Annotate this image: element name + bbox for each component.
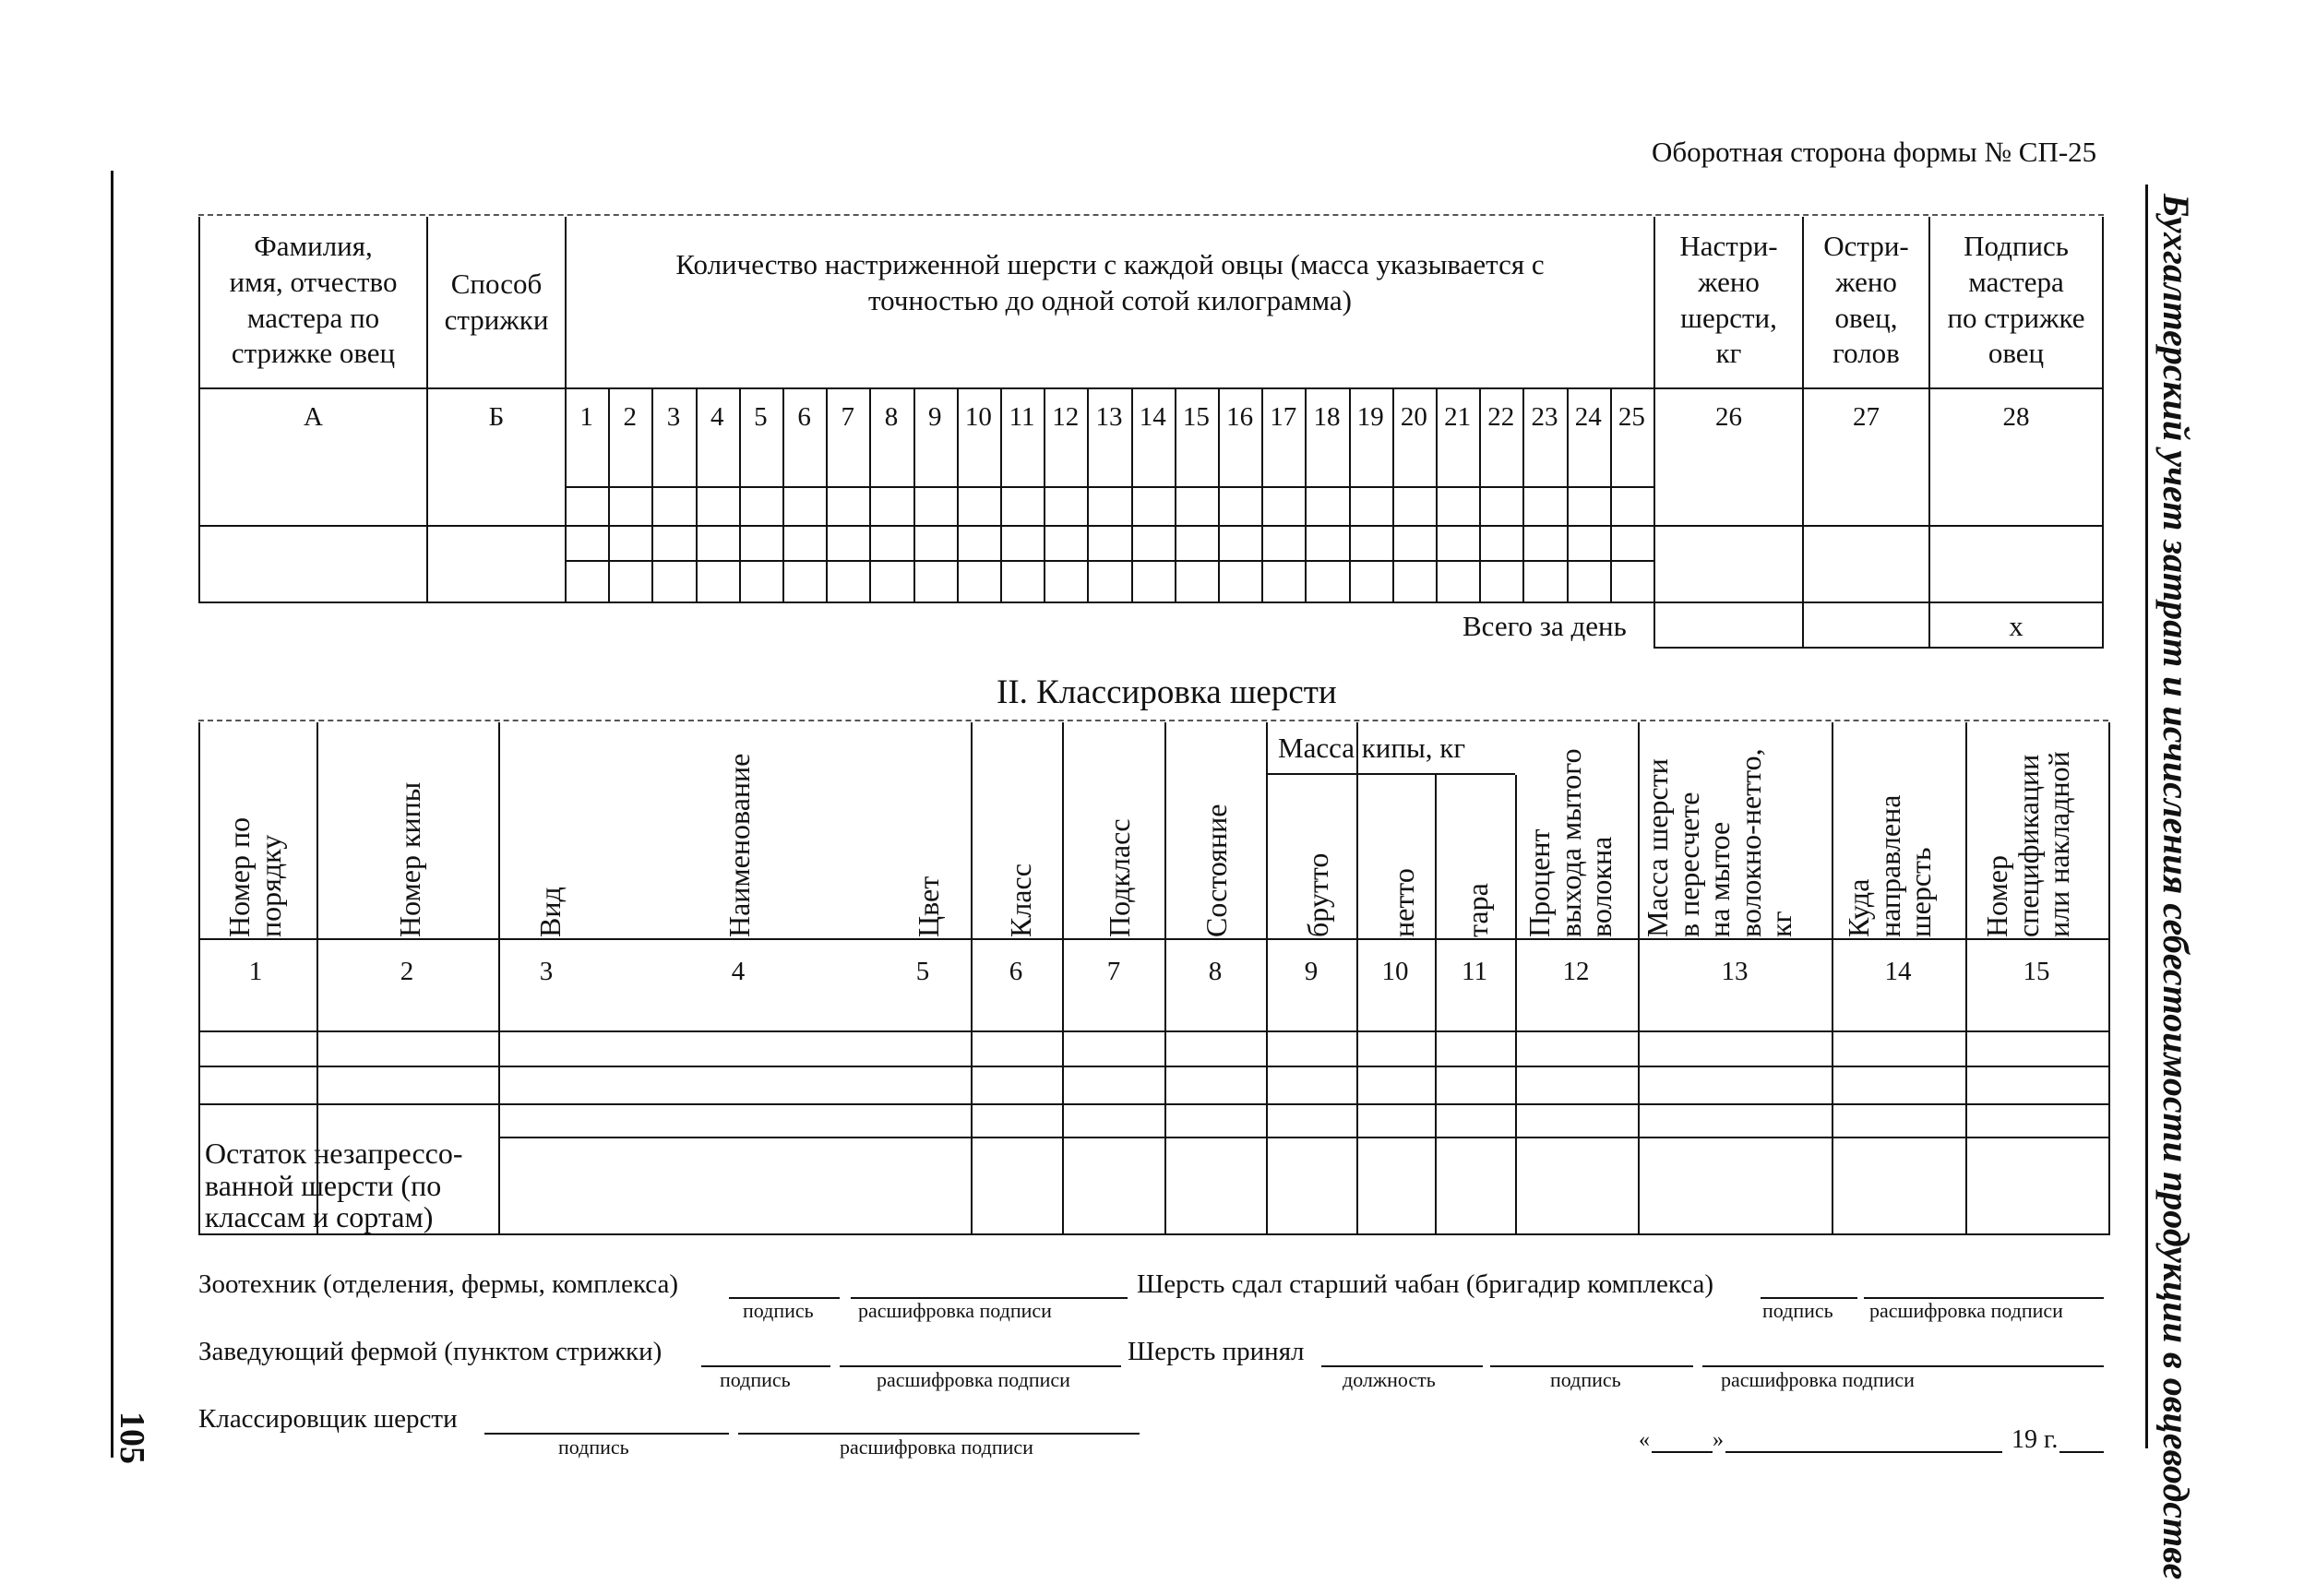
day-col-16: 16 [1226,402,1254,432]
t2-col-number-9: 9 [1304,957,1319,986]
shepherd-sub-decoding: расшифровка подписи [1869,1299,2063,1322]
day-col-5: 5 [754,402,768,432]
t2-col-line [1062,722,1064,1235]
shepherd-sub-signature: подпись [1762,1299,1833,1322]
accepted-sub-signature: подпись [1550,1368,1621,1391]
t2-col-number-11: 11 [1462,957,1487,986]
t2-col-line [1435,775,1437,1235]
remainder-label: Остаток незапрессо- ванной шерсти (по классам и сортам) [205,1137,463,1234]
day-col-line [1261,389,1263,602]
t2-col-number-4: 4 [731,957,746,986]
t2-row-line-4 [498,1137,2108,1138]
t2-col-line [1164,722,1166,1235]
t2-col-number-3: 3 [539,957,554,986]
t2-col-number-2: 2 [400,957,414,986]
day-col-22: 22 [1487,402,1515,432]
hdr-mass-group: Масса кипы, кг [1278,732,1466,764]
accepted-decoding-line[interactable] [1702,1365,2104,1367]
t1-right-border [2102,217,2104,649]
hdr-c13: Масса шерсти в пересчете на мытое волокно-нетто, кг [1641,748,1798,937]
t2-col-number-15: 15 [2023,957,2050,986]
day-col-9: 9 [927,402,942,432]
day-col-23: 23 [1531,402,1558,432]
day-col-line [869,389,871,602]
code-28: 28 [2002,402,2030,432]
day-col-4: 4 [710,402,724,432]
day-col-14: 14 [1139,402,1166,432]
code-b: Б [488,402,505,432]
day-col-25: 25 [1618,402,1645,432]
t2-col-number-8: 8 [1208,957,1223,986]
farm-head-signature-line[interactable] [701,1365,830,1367]
day-col-21: 21 [1444,402,1472,432]
day-col-line [1218,389,1220,602]
day-col-7: 7 [841,402,855,432]
day-col-8: 8 [884,402,899,432]
hdr-c6: Класс [1004,864,1037,937]
day-col-line [696,389,698,602]
t1-total-bottom [1653,647,2104,649]
day-col-line [1044,389,1045,602]
code-27: 27 [1853,402,1880,432]
day-col-10: 10 [964,402,992,432]
classifier-sub-decoding: расшифровка подписи [840,1435,1033,1459]
t2-mass-underline [1266,773,1515,775]
day-col-15: 15 [1182,402,1210,432]
day-col-line [1000,389,1002,602]
t1-row-line-4 [198,601,2104,603]
date-quote-open: « [1639,1428,1650,1452]
quantity-header: Количество настриженной шерсти с каждой овцы (масса указывается с точностью до одной сотой килограмма) [675,248,1545,316]
zootech-label: Зоотехник (отделения, фермы, комплекса) [198,1269,679,1299]
day-col-line [1087,389,1089,602]
t2-col-line [1266,722,1268,1235]
right-margin-rule [2145,185,2148,1448]
hdr-c11: тара [1461,883,1494,937]
hdr-c10: нетто [1387,868,1420,937]
classifier-signature-line[interactable] [484,1433,729,1435]
col-a-header: Фамилия, имя, отчество мастера по стрижке овец [229,230,398,370]
date-year: 19 г. [2012,1425,2059,1454]
t1-row-line-2 [198,525,2104,527]
accepted-sub-decoding: расшифровка подписи [1721,1368,1915,1391]
t1-row-line-1 [565,486,1653,488]
t2-row-line-2 [198,1066,2108,1067]
day-col-6: 6 [797,402,811,432]
t2-col-line [2108,722,2110,1235]
farm-head-decoding-line[interactable] [840,1365,1121,1367]
t2-col-line [1638,722,1640,1235]
day-col-line [913,389,915,602]
day-col-17: 17 [1270,402,1297,432]
col28-header: Подпись мастера по стрижке овец [1947,230,2085,370]
col27-header: Остри- жено овец, голов [1823,230,1909,370]
hdr-c5: Цвет [912,875,945,937]
day-col-19: 19 [1356,402,1384,432]
day-col-20: 20 [1400,402,1427,432]
zootech-sub-signature: подпись [743,1299,814,1322]
t2-col-line [1515,775,1517,1235]
t2-col-line [198,722,200,1235]
hdr-c12: Процент выхода мытого волокна [1522,748,1618,937]
day-col-1: 1 [579,402,593,432]
day-col-line [1349,389,1351,602]
accepted-signature-line[interactable] [1490,1365,1693,1367]
day-col-12: 12 [1052,402,1080,432]
t2-col-number-6: 6 [1009,957,1023,986]
t2-col-line [498,722,500,1235]
hdr-c14: Куда направлена шерсть [1842,794,1938,937]
day-col-line [1522,389,1524,602]
farm-head-sub-signature: подпись [720,1368,791,1391]
col26-header: Настри- жено шерсти, кг [1679,230,1778,370]
t2-top-border [198,720,2108,721]
classifier-sub-signature: подпись [558,1435,629,1459]
t2-col-number-7: 7 [1106,957,1121,986]
section-title: II. Классировка шерсти [997,673,1337,711]
t2-col-number-12: 12 [1562,957,1590,986]
hdr-c2: Номер кипы [393,781,426,937]
hdr-c8: Состояние [1200,804,1233,937]
hdr-c3: Вид [533,887,567,937]
code-a: А [304,402,323,432]
classifier-decoding-line[interactable] [738,1433,1140,1435]
date-month-line[interactable] [1725,1451,2002,1453]
t2-col-number-10: 10 [1381,957,1409,986]
classifier-label: Классировщик шерсти [198,1404,458,1434]
date-day-line[interactable] [1652,1451,1713,1453]
col-b-header: Способ стрижки [444,268,549,336]
t2-col-number-5: 5 [915,957,930,986]
shepherd-label: Шерсть сдал старший чабан (бригадир комплекса) [1137,1269,1713,1299]
zootech-sub-decoding: расшифровка подписи [858,1299,1052,1322]
day-col-line [1479,389,1481,602]
day-col-13: 13 [1095,402,1123,432]
day-col-line [782,389,784,602]
t2-col-number-1: 1 [248,957,263,986]
day-col-line [1175,389,1176,602]
day-col-3: 3 [666,402,681,432]
day-col-line [1567,389,1569,602]
t2-col-line [1832,722,1833,1235]
day-col-line [1131,389,1133,602]
date-year-line[interactable] [2059,1451,2104,1453]
hdr-c1: Номер по порядку [222,816,287,937]
t2-col-line [1965,722,1967,1235]
book-title: Бухгалтерский учет затрат и исчисления себестоимости продукции в овцеводстве [2155,194,2197,1580]
form-label: Оборотная сторона формы № СП-25 [1652,136,2097,168]
accepted-position-line[interactable] [1321,1365,1483,1367]
hdr-c7: Подкласс [1103,818,1136,937]
code-26: 26 [1715,402,1742,432]
day-col-2: 2 [623,402,638,432]
page-number: 105 [113,1411,151,1464]
day-col-18: 18 [1313,402,1341,432]
day-col-line [826,389,828,602]
t2-col-number-14: 14 [1884,957,1912,986]
day-col-line [1392,389,1394,602]
t2-row-line-3 [198,1103,2108,1105]
t2-header-bottom [198,938,2108,940]
t1-row-line-3 [565,560,1653,562]
t2-row-line-1 [198,1030,2108,1032]
t1-header-bottom [198,387,2104,389]
day-col-line [1436,389,1438,602]
day-col-line [651,389,653,602]
day-col-24: 24 [1574,402,1602,432]
total-label: Всего за день [1462,610,1627,642]
t2-col-line [971,722,973,1235]
date-quote-close: » [1713,1428,1724,1452]
day-col-line [957,389,959,602]
farm-head-label: Заведующий фермой (пунктом стрижки) [198,1337,663,1366]
day-col-11: 11 [1009,402,1035,432]
t2-row-bottom [198,1233,2108,1235]
day-col-line [1610,389,1612,602]
day-col-line [1305,389,1307,602]
table1-top-border [198,214,2104,216]
hdr-c9: брутто [1301,852,1334,937]
day-col-line [608,389,610,602]
accepted-sub-position: должность [1343,1368,1436,1391]
total-x: х [2009,610,2024,642]
hdr-c15: Номер спецификации или накладной [1980,751,2076,937]
t2-col-number-13: 13 [1721,957,1749,986]
accepted-label: Шерсть принял [1128,1337,1305,1366]
farm-head-sub-decoding: расшифровка подписи [877,1368,1070,1391]
day-col-line [739,389,741,602]
hdr-c4: Наименование [722,753,756,937]
left-margin-rule [111,171,113,1458]
